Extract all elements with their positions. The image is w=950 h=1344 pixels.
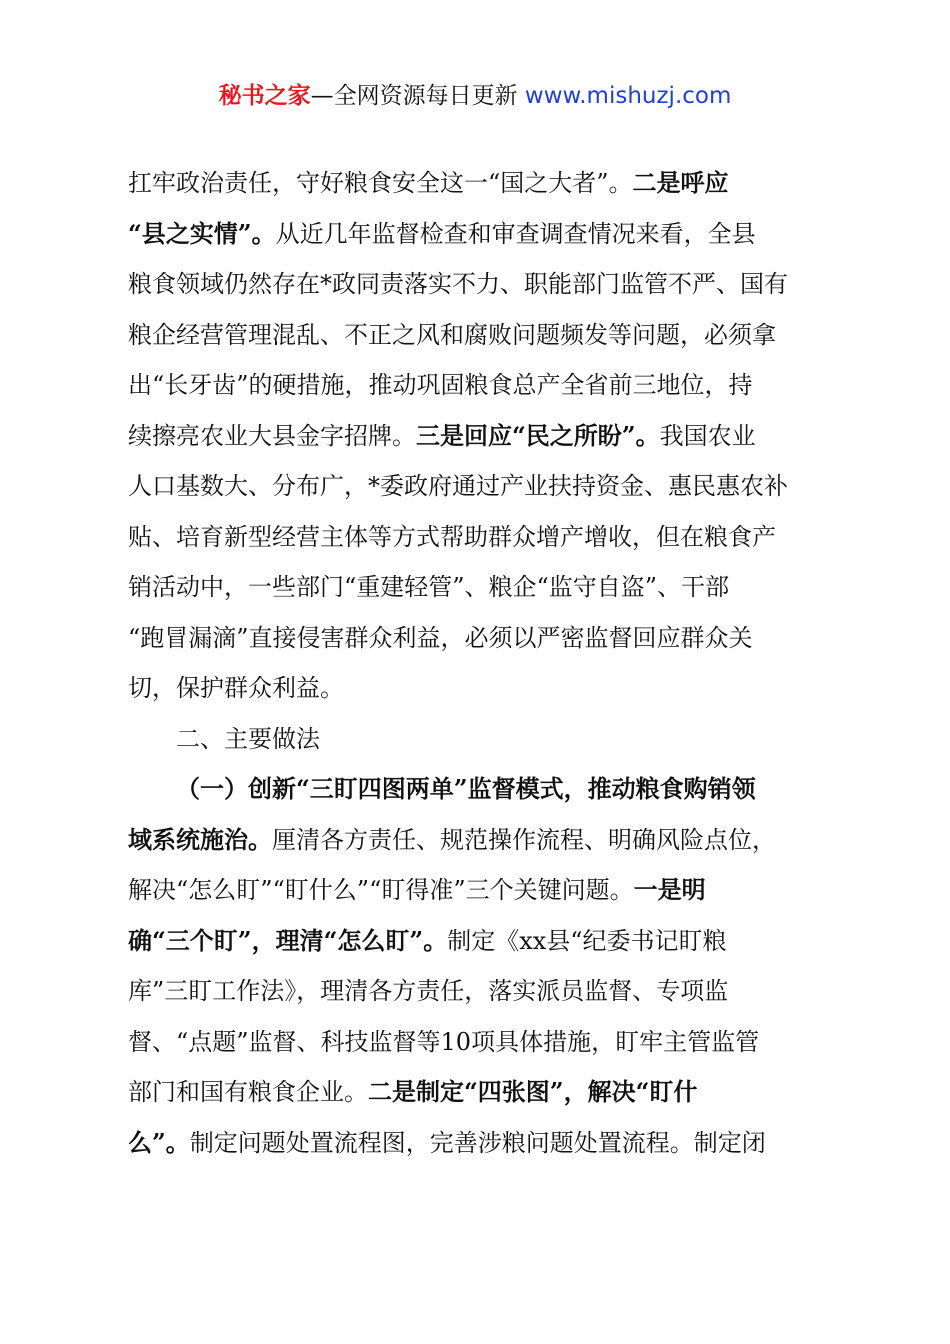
text-line: 库”三盯工作法》，理清各方责任，落实派员监督、专项监 — [128, 977, 729, 1005]
text-line: 扛牢政治责任，守好粮食安全这一“国之大者”。二是呼应 — [128, 168, 729, 197]
text-line: 确“三个盯”，理清“怎么盯”。制定《xx县“纪委书记盯粮 — [128, 925, 727, 955]
text-line: 销活动中，一些部门“重建轻管”、粮企“监守自盗”、干部 — [128, 573, 730, 601]
header-brand: 秘书之家 — [218, 83, 311, 109]
header-url-link[interactable]: www.mishuzj.com — [524, 83, 732, 109]
text-line: 么”。制定问题处置流程图，完善涉粮问题处置流程。制定闭 — [128, 1127, 766, 1157]
text-line: 部门和国有粮食企业。二是制定“四张图”，解决“盯什 — [128, 1077, 698, 1106]
text-line: 粮食领域仍然存在*政同责落实不力、职能部门监管不严、国有 — [128, 270, 788, 298]
text-line: 域系统施治。厘清各方责任、规范操作流程、明确风险点位， — [128, 824, 776, 854]
text-line: （一）创新“三盯四图两单”监督模式，推动粮食购销领 — [176, 774, 756, 803]
text-line: 续擦亮农业大县金字招牌。三是回应“民之所盼”。我国农业 — [128, 420, 756, 450]
text-line: “县之实情”。从近几年监督检查和审查调查情况来看，全县 — [128, 218, 756, 248]
section-heading: 二、主要做法 — [176, 724, 320, 753]
page-header — [0, 80, 950, 112]
text-line: 贴、培育新型经营主体等方式帮助群众增产增收，但在粮食产 — [128, 522, 776, 551]
paragraph-2 — [128, 764, 828, 1168]
text-line: 粮企经营管理混乱、不正之风和腐败问题频发等问题，必须拿 — [128, 320, 776, 349]
text-line: 解决“怎么盯”“盯什么”“盯得准”三个关键问题。一是明 — [128, 875, 706, 904]
paragraph-1 — [128, 158, 828, 714]
document-body — [128, 158, 828, 1168]
text-line: 出“长牙齿”的硬措施，推动巩固粮食总产全省前三地位，持 — [128, 371, 753, 399]
text-line: 切，保护群众利益。 — [128, 674, 344, 702]
text-line: “跑冒漏滴”直接侵害群众利益，必须以严密监督回应群众关 — [128, 623, 753, 652]
text-line: 督、“点题”监督、科技监督等10项具体措施，盯牢主管监管 — [128, 1027, 760, 1056]
header-tagline: —全网资源每日更新 — [310, 83, 525, 109]
text-line: 人口基数大、分布广，*委政府通过产业扶持资金、惠民惠农补 — [128, 472, 788, 500]
